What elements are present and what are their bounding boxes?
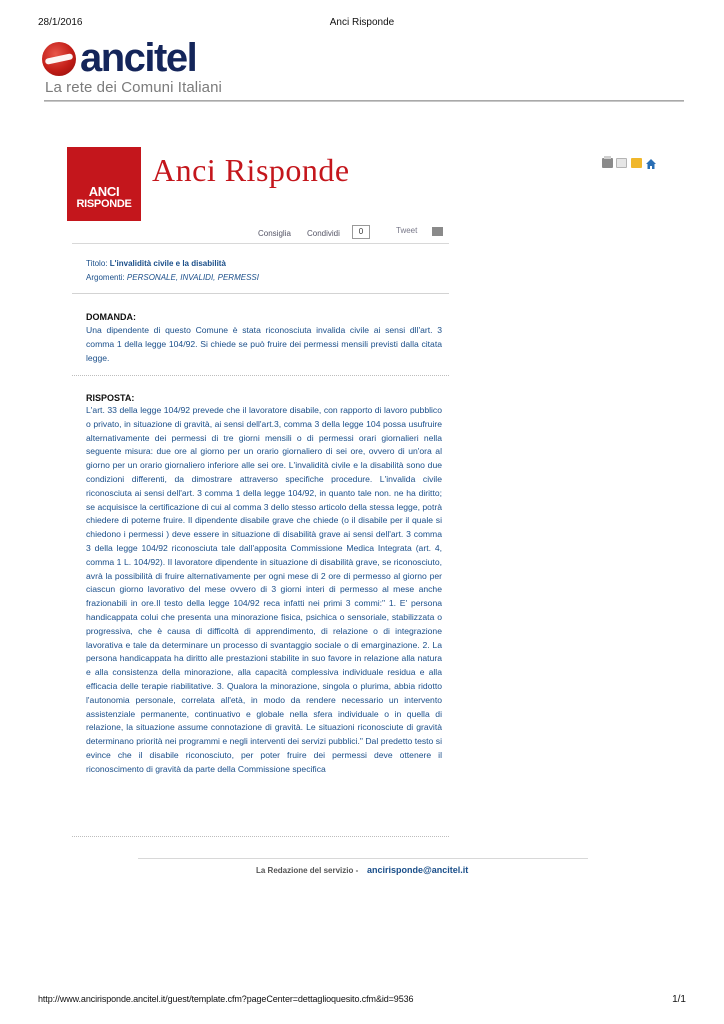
share-count: 0 bbox=[352, 225, 370, 239]
page-title: Anci Risponde bbox=[152, 152, 350, 188]
logo-box-line1: ANCI bbox=[88, 184, 120, 199]
print-title: Anci Risponde bbox=[329, 17, 395, 28]
redazione-text: La Redazione del servizio - bbox=[256, 866, 359, 875]
topics-label: Argomenti: bbox=[86, 273, 125, 282]
logo-box-line2: RISPONDE bbox=[76, 198, 132, 210]
article-title: L'invalidità civile e la disabilità bbox=[109, 259, 226, 268]
answer-divider bbox=[72, 836, 449, 837]
answer-text: L'art. 33 della legge 104/92 prevede che il lavoratore disabile, con rapporto di lavoro pubblico o privato, in situazione di gravità, ai sensi dell'art.3, comma 3 della legge 104 possa usufruire alternativamente dei permessi di tre giorni mensili o di permessi orari giornalieri nella seguente misura: due ore al giorno per un orario giornaliero di sei ore, ovvero di un'ora al giorno per un orario giornaliero inferiore alle sei ore. L'invalidità civile e la disabilità sono due condizioni differenti, da dimostrare attraverso specifiche procedure. L'invalida civile riconosciuta ai sensi dell'art. 3 comma 1 della legge 104/92, in quanto tale non. ne ha diritto; se acquisisce la certificazione di cui al comma 3 dello stesso articolo della stessa legge, potrà chiedere di poterne fruire. Il dipendente disabile grave che chiede (o il disabile per il quale si chiedono i permessi ) deve essere in situazione di disabilità grave ai sensi dell'art. 3 comma 3 della legge 104/92 riconosciuta tale dall'apposita Commissione Medica Integrata (art. 4, comma 1 L. 104/92). Il lavoratore dipendente in situazione di disabilità grave, se riconosciuto, avrà la possibilità di fruire alternativamente per ogni mese di 2 ore di permesso al giorno per ciascun giorno lavorativo del mese ovvero di 3 giorni interi di permesso al mese anche frazionabili in ore.Il testo della legge 104/92 reca infatti nei primi 3 commi:" 1. E' persona handicappata colui che presenta una minorazione fisica, psichica o sensoriale, stabilizzata o progressiva, che è causa di difficoltà di apprendimento, di relazione o di integrazione lavorativa e tale da determinare un processo di svantaggio sociale o di emarginazione. 2. La persona handicappata ha diritto alle prestazioni stabilite in suo favore in relazione alla natura e alla consistenza della minorazione, alla capacità complessiva individuale residua e alla efficacia delle terapie riabilitative. 3. Qualora la minorazione, singola o plurima, abbia ridotto l'autonomia personale, correlata all'età, in modo da rendere necessario un intervento assistenziale permanente, continuativo e globale nella sfera individuale o in quella di relazione, la situazione assume connotazione di gravità. Le situazioni riconosciute di gravità determinano priorità nei programmi e negli interventi dei servizi pubblici." Dal predetto testo si evince che il disabile riconosciuto, per poter fruire dei permessi deve ottenere il riconoscimento di gravità da parte della Commissione specifica bbox=[86, 405, 442, 774]
consiglia-button[interactable]: Consiglia bbox=[258, 229, 291, 238]
title-label: Titolo: bbox=[86, 259, 108, 268]
social-divider bbox=[72, 243, 449, 244]
print-date: 28/1/2016 bbox=[38, 17, 83, 28]
answer-label: RISPOSTA: bbox=[86, 393, 135, 403]
article-topics: PERSONALE, INVALIDI, PERMESSI bbox=[126, 273, 259, 282]
article-topics-row bbox=[86, 273, 259, 282]
redazione-email-link[interactable]: ancirisponde@ancitel.it bbox=[367, 865, 469, 875]
ancitel-logo[interactable]: ancitel bbox=[80, 36, 197, 80]
email-icon[interactable] bbox=[616, 158, 627, 168]
tweet-button[interactable]: Tweet bbox=[396, 226, 418, 235]
question-divider bbox=[72, 375, 449, 376]
meta-divider bbox=[72, 293, 449, 294]
print-page-number: 1/1 bbox=[672, 994, 686, 1005]
favorite-icon[interactable] bbox=[631, 158, 642, 168]
question-label: DOMANDA: bbox=[86, 312, 136, 322]
ancitel-tagline: La rete dei Comuni Italiani bbox=[45, 79, 222, 96]
redazione-label bbox=[256, 866, 358, 875]
print-article-icon[interactable] bbox=[432, 227, 443, 236]
condividi-button[interactable]: Condividi bbox=[307, 229, 340, 238]
redazione-divider bbox=[138, 858, 588, 859]
home-icon[interactable] bbox=[645, 158, 657, 170]
article-title-row bbox=[86, 259, 226, 268]
print-icon[interactable] bbox=[602, 158, 613, 168]
anci-risponde-logo-box bbox=[67, 147, 141, 221]
header-divider bbox=[44, 100, 684, 102]
question-text: Una dipendente di questo Comune è stata riconosciuta invalida civile ai sensi dll'art. 3 comma 1 della legge 104/92. Si chiede se può fruire dei permessi mensili previsti dalla citata legge. bbox=[86, 325, 442, 363]
print-url: http://www.ancirisponde.ancitel.it/guest/template.cfm?pageCenter=dettaglioquesito.cfm&id=9536 bbox=[38, 994, 414, 1004]
ancitel-globe-icon bbox=[42, 42, 76, 76]
